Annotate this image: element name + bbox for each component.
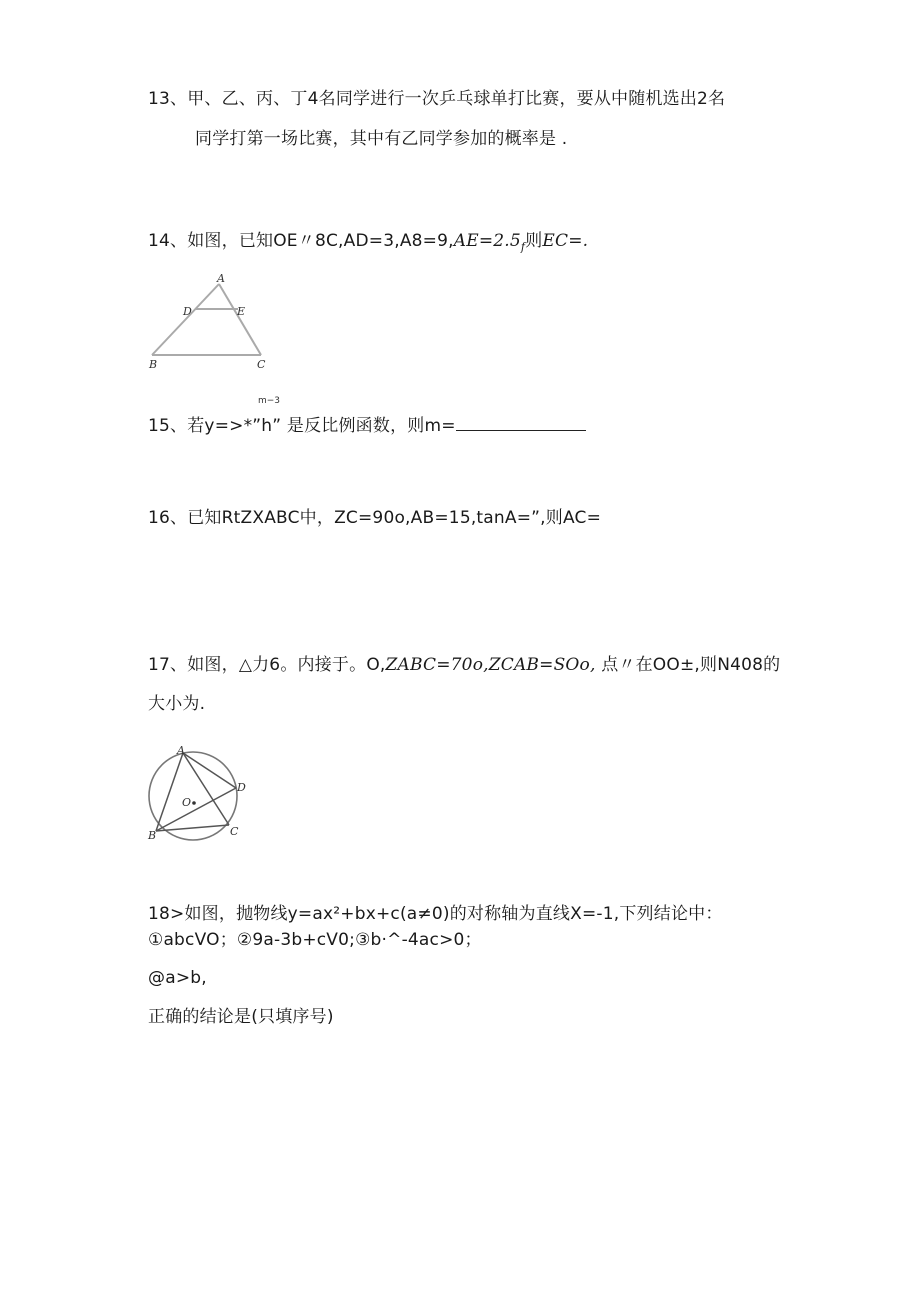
label-d: D [183,305,192,318]
q17-line1 [148,650,780,675]
center-point [192,801,196,805]
q14-text-b: AE=2.5 [453,231,521,251]
q14-text-d: 则 [525,231,543,251]
q14-text-e: EC=. [542,231,589,251]
q17-circle-figure [140,745,260,850]
label-c: C [230,825,239,838]
q15-answer-blank [456,416,586,431]
q16-text: 16、已知RtZXABC中，ZC=90o,AB=15,tanA=”,则AC= [148,508,602,528]
q18-line4: 正确的结论是(只填序号) [148,1007,334,1027]
circle-o [149,752,237,840]
q13-line1: 13、甲、乙、丙、丁4名同学进行一次乒乓球单打比赛，要从中随机选出2名 [148,89,726,109]
label-c: C [257,358,266,371]
q15-exponent: m−3 [258,396,281,406]
label-o: O [182,796,192,809]
q18-line1: 18>如图，抛物线y=ax²+bx+c(a≠0)的对称轴为直线X=-1,下列结论中： [148,904,723,924]
label-b: B [148,829,157,842]
label-d: D [237,781,246,794]
q15-text-body: 15、若y=>*”h” 是反比例函数，则m= [148,416,456,436]
q15-text [148,411,586,436]
label-e: E [237,305,246,318]
q18-line2: ①abcVO；②9a-3b+cV0;③b·^-4ac>0； [148,930,482,950]
q14-triangle-figure [140,270,280,375]
label-a: A [177,745,185,757]
q14-text-c: f [520,240,526,254]
label-a: A [217,272,225,285]
q17-line1-a: 17、如图，△力6。内接于。O, [148,655,386,675]
q14-text-a: 14、如图，已知OE〃8C,AD=3,A8=9, [148,231,454,251]
q17-line2: 大小为. [148,694,206,714]
side-ab [152,284,219,355]
q18-line3: @a>b, [148,968,207,988]
side-ac [219,284,261,355]
q14-text [148,226,588,253]
q13-line2: 同学打第一场比赛，其中有乙同学参加的概率是 . [195,129,568,149]
q17-line1-c: 点〃在OO±,则N408的 [595,655,781,675]
label-b: B [149,358,158,371]
q17-line1-b: ZABC=70o,ZCAB=SOo, [385,655,596,675]
